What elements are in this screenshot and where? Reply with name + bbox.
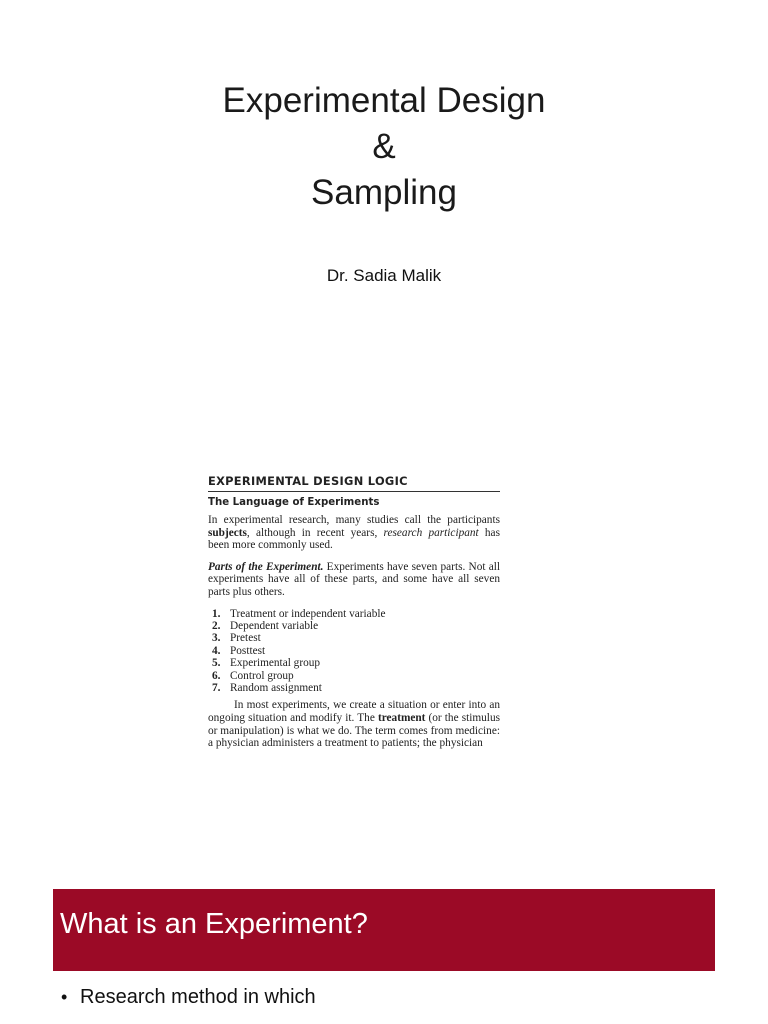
list-item xyxy=(208,620,500,632)
list-item-number: 3. xyxy=(212,632,221,645)
para2-text: Experiments have seven parts. Not all experiments have all of these parts, and some have all seven parts plus others. xyxy=(208,560,500,598)
list-item xyxy=(208,645,500,657)
excerpt-paragraph-1 xyxy=(208,514,500,552)
list-item-text: Random assignment xyxy=(230,682,322,694)
para1-text-1: In experimental research, many studies call the participants xyxy=(208,514,500,526)
section-title: What is an Experiment? xyxy=(60,908,368,940)
excerpt-paragraph-2 xyxy=(208,561,500,599)
para1-italic-term: research participant xyxy=(383,526,479,539)
list-item-text: Control group xyxy=(230,669,294,682)
title-line-3: Sampling xyxy=(311,173,457,212)
list-item-text: Experimental group xyxy=(230,657,321,670)
bullet-item xyxy=(61,986,316,1009)
list-item xyxy=(208,682,500,694)
list-item-text: Pretest xyxy=(230,632,261,645)
list-item xyxy=(208,670,500,682)
list-item-number: 1. xyxy=(212,607,221,620)
list-item-text: Dependent variable xyxy=(230,619,319,632)
list-item-number: 6. xyxy=(212,669,221,682)
excerpt-heading: EXPERIMENTAL DESIGN LOGIC xyxy=(208,474,500,492)
para1-text-2: , although in recent years, xyxy=(246,526,384,539)
para1-text-3: has been more commonly used. xyxy=(208,526,500,552)
experiment-parts-list xyxy=(208,608,500,695)
excerpt-paragraph-3 xyxy=(208,699,500,749)
slide-title xyxy=(0,78,768,216)
list-item-number: 5. xyxy=(212,657,221,670)
title-line-2: & xyxy=(372,127,396,166)
bullet-text: Research method in which xyxy=(80,986,316,1008)
list-item-text: Posttest xyxy=(230,644,266,657)
bullet-icon: • xyxy=(61,987,68,1007)
list-item xyxy=(208,657,500,669)
author-name: Dr. Sadia Malik xyxy=(326,266,442,285)
book-excerpt xyxy=(208,474,500,784)
list-item xyxy=(208,632,500,644)
list-item xyxy=(208,608,500,620)
para3-text-2: (or the stimulus or manipulation) is what we do. The term comes from medicine: a physician administers a treatment to patients; the physician xyxy=(208,712,500,750)
para1-bold-term: subjects xyxy=(208,526,247,539)
para2-run-in-heading: Parts of the Experiment. xyxy=(208,560,324,573)
title-line-1: Experimental Design xyxy=(222,81,546,120)
list-item-number: 2. xyxy=(212,619,221,632)
list-item-number: 4. xyxy=(212,644,221,657)
excerpt-subheading: The Language of Experiments xyxy=(208,497,380,508)
para3-bold-term: treatment xyxy=(377,712,426,724)
list-item-number: 7. xyxy=(212,682,221,694)
para3-text-1: In most experiments, we create a situation or enter into an ongoing situation and modify it. The xyxy=(208,699,500,724)
list-item-text: Treatment or independent variable xyxy=(230,607,386,620)
section-header-band xyxy=(53,889,715,971)
